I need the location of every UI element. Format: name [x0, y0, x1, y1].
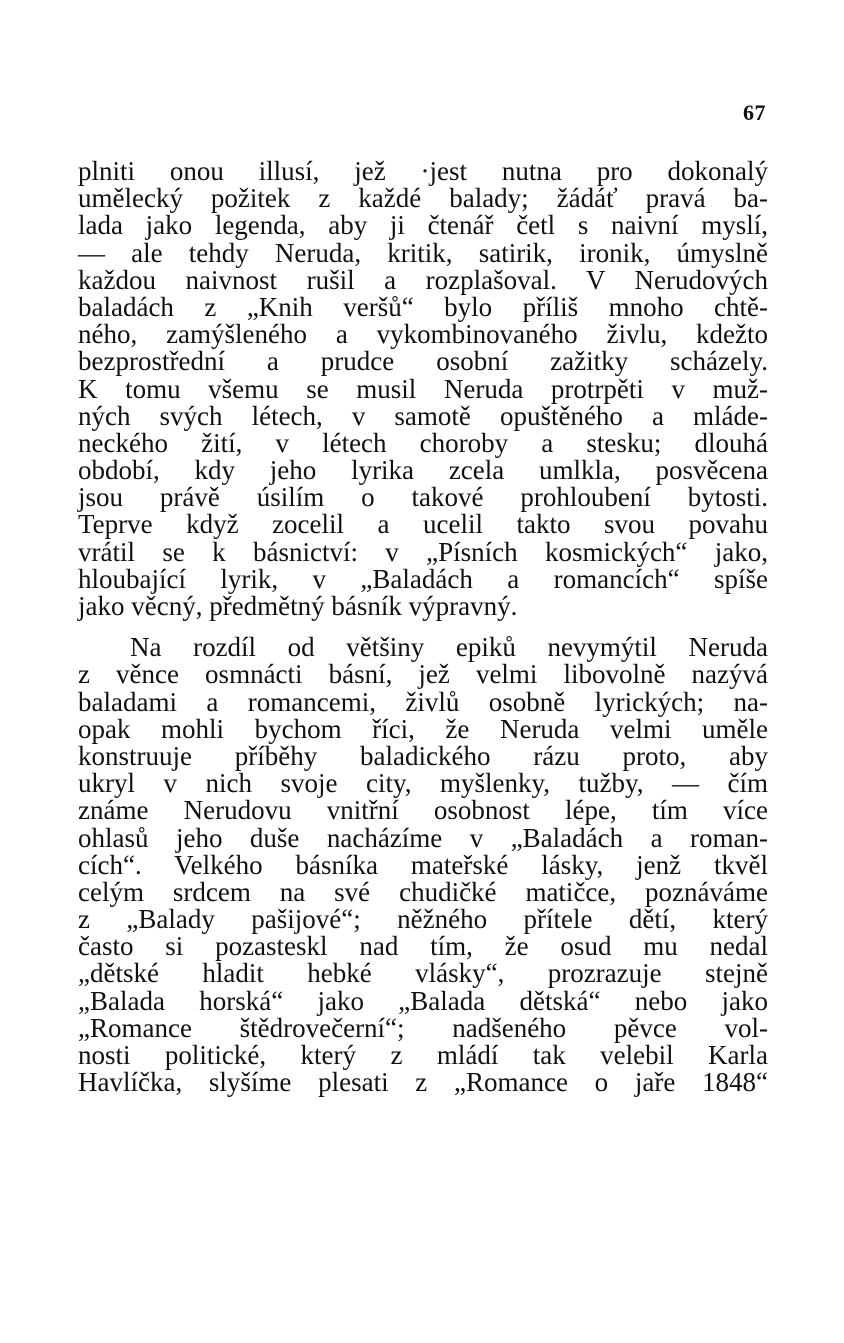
text-line: jako věcný, předmětný básník výpravný. [78, 591, 518, 621]
text-line: umělecký požitek z každé balady; žádáť pravá ba- [78, 183, 768, 214]
text-line: období, kdy jeho lyrika zcela umlkla, posvěcena [78, 455, 768, 486]
text-line: ukryl v nich svoje city, myšlenky, tužby, — čím [78, 768, 768, 799]
body-text [78, 158, 768, 1096]
text-line: často si pozasteskl nad tím, že osud mu nedal [78, 931, 768, 962]
text-line: baladami a romancemi, živlů osobně lyrických; na- [78, 686, 768, 717]
text-line: Na rozdíl od většiny epiků nevymýtil Neruda [130, 632, 768, 663]
text-line: ných svých létech, v samotě opuštěného a mláde- [78, 400, 768, 431]
text-line: — ale tehdy Neruda, kritik, satirik, ironik, úmyslně [78, 237, 768, 268]
text-line: konstruuje příběhy baladického rázu proto, aby [78, 740, 768, 771]
text-line: známe Nerudovu vnitřní osobnost lépe, tím více [78, 795, 768, 826]
paragraph-2 [78, 634, 768, 1096]
text-line: opak mohli bychom říci, že Neruda velmi uměle [78, 713, 768, 744]
text-line: ohlasů jeho duše nacházíme v „Baladách a roman- [78, 822, 768, 853]
text-line: baladách z „Knih veršů“ bylo příliš mnoho chtě- [78, 291, 768, 322]
text-line: z věnce osmnácti básní, jež velmi libovolně nazývá [78, 659, 768, 690]
text-line: „dětské hladit hebké vlásky“, prozrazuje stejně [78, 958, 768, 989]
text-line: plniti onou illusí, jež ·jest nutna pro dokonalý [78, 156, 768, 186]
text-line: neckého žití, v létech choroby a stesku; dlouhá [78, 427, 768, 458]
text-line: z „Balady pašijové“; něžného přítele dětí, který [78, 904, 768, 935]
text-line: každou naivnost rušil a rozplašoval. V Nerudových [78, 264, 768, 295]
text-line: vrátil se k básnictví: v „Písních kosmických“ jako, [78, 536, 768, 567]
text-line: ného, zamýšleného a vykombinovaného živlu, kdežto [78, 319, 768, 350]
text-line: lada jako legenda, aby ji čtenář četl s naivní myslí, [78, 210, 768, 241]
text-line: cích“. Velkého básníka mateřské lásky, jenž tkvěl [78, 849, 768, 880]
text-line: K tomu všemu se musil Neruda protrpěti v muž- [78, 373, 768, 404]
text-line: hloubající lyrik, v „Baladách a romancích“ spíše [78, 563, 768, 594]
text-line: jsou právě úsilím o takové prohloubení bytosti. [78, 482, 768, 513]
text-line: Teprve když zocelil a ucelil takto svou povahu [78, 509, 768, 540]
text-line: nosti politické, který z mládí tak velebil Karla [78, 1040, 768, 1070]
page-number: 67 [743, 100, 766, 125]
paragraph-1 [78, 158, 768, 620]
text-line: „Romance štědrovečerní“; nadšeného pěvce vol- [78, 1012, 768, 1043]
text-line: celým srdcem na své chudičké matičce, poznáváme [78, 876, 768, 907]
text-line: Havlíčka, slyšíme plesati z „Romance o jaře 1848“ [78, 1067, 768, 1098]
text-line: bezprostřední a prudce osobní zažitky scházely. [78, 346, 768, 377]
text-line: „Balada horská“ jako „Balada dětská“ nebo jako [78, 985, 768, 1016]
